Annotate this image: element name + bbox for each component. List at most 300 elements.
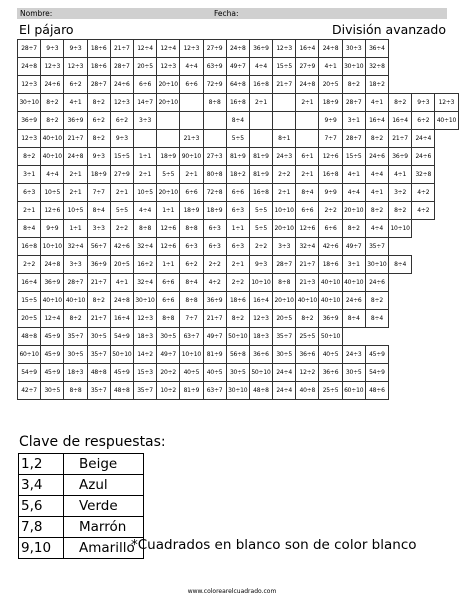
grid-cell: 4÷4: [180, 58, 203, 76]
grid-row: [18, 292, 459, 310]
grid-cell: 4÷4: [342, 184, 365, 202]
grid-cell: 25÷5: [319, 382, 342, 400]
grid-cell: 21÷3: [180, 130, 203, 148]
grid-cell: 2÷1: [226, 256, 249, 274]
key-row: [19, 454, 144, 475]
grid-cell: 10÷5: [41, 184, 64, 202]
grid-cell: 18÷6: [87, 58, 110, 76]
grid-cell: 10÷5: [64, 202, 87, 220]
key-color: Azul: [64, 475, 144, 496]
grid-cell: 28÷7: [110, 58, 133, 76]
grid-cell: 5÷5: [226, 130, 249, 148]
grid-row: [18, 76, 459, 94]
grid-cell: 24÷8: [18, 58, 41, 76]
grid-cell: 12÷3: [18, 76, 41, 94]
grid-cell: 40÷10: [41, 292, 64, 310]
grid-cell: 56÷7: [87, 238, 110, 256]
grid-cell: 9÷3: [249, 256, 272, 274]
grid-cell: 4÷1: [365, 94, 388, 112]
grid-cell: 12÷3: [157, 58, 180, 76]
grid-row: [18, 148, 459, 166]
grid-cell: 8÷4: [226, 112, 249, 130]
grid-cell: 48÷8: [249, 382, 272, 400]
answer-key-table: [18, 453, 144, 559]
grid-row: [18, 364, 459, 382]
grid-cell: 15÷5: [342, 148, 365, 166]
grid-cell: 8÷2: [342, 220, 365, 238]
grid-cell: 36÷4: [365, 40, 388, 58]
grid-cell: 28÷7: [87, 76, 110, 94]
grid-cell: 2÷1: [296, 166, 319, 184]
grid-cell: 24÷4: [273, 382, 296, 400]
key-row: [19, 538, 144, 559]
grid-cell: 16÷4: [18, 274, 41, 292]
grid-cell: 21÷3: [296, 274, 319, 292]
grid-cell: 4÷4: [133, 202, 156, 220]
grid-cell: [180, 112, 203, 130]
grid-cell: 21÷7: [87, 274, 110, 292]
grid-cell: 4÷4: [365, 166, 388, 184]
grid-cell: 20÷10: [157, 76, 180, 94]
grid-cell: 32÷8: [365, 58, 388, 76]
grid-cell: 24÷4: [412, 130, 435, 148]
grid-cell: [203, 112, 226, 130]
grid-cell: 48÷8: [110, 382, 133, 400]
grid-cell: 24÷6: [110, 76, 133, 94]
grid-cell: 24÷6: [412, 148, 435, 166]
grid-cell: 20÷5: [133, 58, 156, 76]
grid-cell: 12÷3: [41, 58, 64, 76]
grid-cell: 6÷2: [64, 76, 87, 94]
grid-cell: 2÷2: [110, 220, 133, 238]
grid-cell: 4÷4: [41, 166, 64, 184]
grid-cell: 24÷4: [273, 364, 296, 382]
key-color: Verde: [64, 496, 144, 517]
grid-cell: 32÷4: [64, 238, 87, 256]
grid-cell: 12÷6: [157, 220, 180, 238]
grid-cell: 32÷4: [133, 274, 156, 292]
grid-cell: 20÷5: [319, 76, 342, 94]
grid-row: [18, 202, 459, 220]
grid-cell: 25÷5: [296, 328, 319, 346]
grid-cell: 16÷4: [365, 112, 388, 130]
grid-cell: 50÷10: [249, 364, 272, 382]
grid-row: [18, 112, 459, 130]
grid-cell: 6÷2: [110, 112, 133, 130]
grid-cell: 21÷7: [87, 310, 110, 328]
grid-cell: 16÷2: [133, 256, 156, 274]
grid-cell: 36÷6: [296, 346, 319, 364]
grid-cell: 2÷1: [273, 184, 296, 202]
grid-cell: 8÷8: [157, 310, 180, 328]
grid-cell: 49÷7: [342, 238, 365, 256]
grid-cell: 35÷7: [273, 328, 296, 346]
grid-cell: 8÷2: [342, 76, 365, 94]
grid-cell: 16÷8: [249, 184, 272, 202]
grid-cell: [249, 130, 272, 148]
grid-cell: 8÷4: [296, 184, 319, 202]
grid-cell: 50÷10: [110, 346, 133, 364]
name-label: Nombre:: [20, 9, 53, 18]
grid-cell: 80÷8: [203, 166, 226, 184]
grid-row: [18, 166, 459, 184]
grid-cell: 8÷4: [18, 220, 41, 238]
grid-cell: 24÷3: [342, 346, 365, 364]
grid-cell: 49÷7: [157, 346, 180, 364]
grid-cell: 3÷1: [18, 166, 41, 184]
grid-cell: 24÷8: [110, 292, 133, 310]
grid-cell: 30÷10: [342, 58, 365, 76]
grid-cell: 6÷2: [412, 112, 435, 130]
grid-cell: 3÷3: [64, 256, 87, 274]
grid-cell: 21÷7: [273, 76, 296, 94]
grid-cell: 30÷10: [365, 256, 388, 274]
grid-cell: 42÷7: [18, 382, 41, 400]
grid-cell: 49÷7: [226, 58, 249, 76]
grid-cell: 1÷1: [64, 220, 87, 238]
grid-cell: 12÷3: [18, 130, 41, 148]
grid-cell: 2÷2: [203, 256, 226, 274]
grid-cell: 12÷3: [133, 310, 156, 328]
grid-cell: 50÷10: [319, 328, 342, 346]
grid-cell: [203, 130, 226, 148]
grid-cell: 36÷9: [64, 112, 87, 130]
grid-cell: 35÷7: [133, 382, 156, 400]
grid-cell: [157, 130, 180, 148]
grid-cell: 16÷8: [249, 76, 272, 94]
grid-cell: 3÷2: [389, 184, 412, 202]
grid-cell: 20÷10: [342, 202, 365, 220]
grid-cell: 6÷3: [203, 238, 226, 256]
grid-row: [18, 130, 459, 148]
grid-cell: 30÷5: [273, 346, 296, 364]
grid-cell: 2÷2: [249, 238, 272, 256]
grid-cell: 20÷10: [273, 220, 296, 238]
grid-cell: 2÷2: [226, 274, 249, 292]
key-numbers: 7,8: [19, 517, 64, 538]
grid-cell: 12÷3: [435, 94, 458, 112]
grid-cell: 30÷3: [342, 40, 365, 58]
grid-cell: 30÷5: [41, 382, 64, 400]
grid-cell: 36÷9: [203, 292, 226, 310]
grid-cell: 2÷1: [110, 184, 133, 202]
grid-cell: 60÷10: [18, 346, 41, 364]
grid-cell: 45÷9: [41, 364, 64, 382]
grid-cell: 12÷4: [157, 40, 180, 58]
grid-cell: 45÷9: [110, 364, 133, 382]
grid-cell: 40÷5: [319, 346, 342, 364]
grid-cell: 6÷6: [319, 220, 342, 238]
grid-cell: 12÷3: [180, 40, 203, 58]
grid-cell: [249, 112, 272, 130]
grid-cell: 8÷2: [226, 310, 249, 328]
grid-cell: 4÷1: [342, 166, 365, 184]
grid-cell: 48÷6: [365, 382, 388, 400]
grid-cell: 8÷4: [342, 310, 365, 328]
grid-cell: 2÷1: [64, 184, 87, 202]
grid-cell: 40÷8: [296, 382, 319, 400]
grid-cell: 64÷8: [226, 76, 249, 94]
grid-cell: 28÷7: [18, 40, 41, 58]
grid-cell: 40÷10: [319, 274, 342, 292]
grid-cell: 28÷7: [64, 274, 87, 292]
grid-cell: 8÷2: [365, 292, 388, 310]
grid-cell: 40÷10: [319, 292, 342, 310]
grid-cell: 16÷8: [226, 94, 249, 112]
grid-cell: 16÷4: [389, 112, 412, 130]
grid-cell: 5÷5: [110, 202, 133, 220]
grid-cell: 27÷9: [110, 166, 133, 184]
grid-cell: 2÷1: [18, 202, 41, 220]
grid-cell: 21÷7: [203, 310, 226, 328]
grid-cell: 8÷2: [64, 310, 87, 328]
grid-cell: 2÷1: [64, 166, 87, 184]
grid-cell: 42÷6: [110, 238, 133, 256]
grid-cell: 8÷2: [365, 130, 388, 148]
grid-cell: 14÷7: [133, 94, 156, 112]
key-numbers: 3,4: [19, 475, 64, 496]
grid-cell: [180, 94, 203, 112]
grid-cell: 63÷9: [203, 58, 226, 76]
grid-cell: 24÷6: [365, 148, 388, 166]
grid-cell: 36÷9: [249, 40, 272, 58]
grid-cell: 45÷9: [41, 346, 64, 364]
grid-cell: 6÷6: [133, 76, 156, 94]
grid-cell: 81÷9: [249, 148, 272, 166]
grid-cell: 90÷10: [180, 148, 203, 166]
grid-cell: 10÷10: [389, 220, 412, 238]
grid-cell: 40÷10: [435, 112, 458, 130]
grid-cell: 15÷5: [110, 148, 133, 166]
grid-cell: 28÷7: [273, 256, 296, 274]
grid-cell: 4÷1: [110, 274, 133, 292]
grid-cell: 54÷9: [18, 364, 41, 382]
grid-cell: 28÷7: [342, 130, 365, 148]
grid-cell: 40÷10: [41, 148, 64, 166]
grid-cell: 5÷5: [157, 166, 180, 184]
grid-cell: 18÷6: [87, 40, 110, 58]
grid-cell: [296, 130, 319, 148]
grid-cell: 9÷3: [110, 130, 133, 148]
grid-row: [18, 94, 459, 112]
grid-cell: 16÷4: [249, 292, 272, 310]
grid-cell: 4÷2: [203, 274, 226, 292]
grid-cell: 21÷7: [110, 40, 133, 58]
grid-cell: 27÷9: [203, 40, 226, 58]
grid-cell: 16÷4: [296, 40, 319, 58]
key-row: [19, 496, 144, 517]
grid-cell: [133, 130, 156, 148]
grid-cell: 5÷5: [249, 202, 272, 220]
grid-cell: 18÷9: [157, 148, 180, 166]
grid-cell: 8÷4: [180, 274, 203, 292]
grid-cell: 8÷2: [41, 94, 64, 112]
grid-cell: 40÷10: [41, 130, 64, 148]
grid-cell: 20÷10: [273, 292, 296, 310]
grid-cell: 1÷1: [133, 148, 156, 166]
grid-cell: 18÷6: [319, 256, 342, 274]
grid-cell: 6÷3: [180, 238, 203, 256]
grid-row: [18, 328, 459, 346]
key-row: [19, 517, 144, 538]
grid-cell: 27÷3: [203, 148, 226, 166]
grid-cell: 8÷4: [87, 202, 110, 220]
grid-cell: 18÷3: [249, 328, 272, 346]
grid-cell: 40÷10: [64, 292, 87, 310]
grid-cell: 18÷2: [365, 76, 388, 94]
grid-cell: 35÷7: [64, 328, 87, 346]
grid-cell: 9÷3: [412, 94, 435, 112]
grid-cell: 20÷5: [18, 310, 41, 328]
grid-cell: 7÷7: [87, 184, 110, 202]
key-numbers: 5,6: [19, 496, 64, 517]
grid-cell: 63÷7: [203, 382, 226, 400]
grid-cell: 3÷3: [87, 220, 110, 238]
grid-cell: 50÷10: [226, 328, 249, 346]
grid-cell: 6÷3: [203, 220, 226, 238]
grid-cell: 3÷3: [133, 112, 156, 130]
grid-cell: 35÷7: [87, 382, 110, 400]
grid-cell: 3÷3: [273, 238, 296, 256]
grid-cell: 81÷9: [180, 382, 203, 400]
grid-cell: 20÷2: [157, 364, 180, 382]
puzzle-grid: [17, 39, 459, 400]
grid-cell: 8÷8: [64, 382, 87, 400]
grid-cell: 30÷10: [133, 292, 156, 310]
grid-cell: 2÷2: [319, 202, 342, 220]
grid-cell: 42÷6: [319, 238, 342, 256]
grid-cell: 4÷2: [412, 184, 435, 202]
grid-row: [18, 256, 459, 274]
grid-cell: 8÷2: [18, 148, 41, 166]
grid-cell: 18÷9: [203, 202, 226, 220]
grid-cell: 3÷1: [342, 112, 365, 130]
grid-cell: 16÷8: [18, 238, 41, 256]
grid-cell: 2÷2: [18, 256, 41, 274]
grid-cell: 54÷9: [365, 364, 388, 382]
grid-cell: 6÷6: [157, 274, 180, 292]
grid-cell: 15÷5: [18, 292, 41, 310]
grid-cell: 24÷8: [64, 148, 87, 166]
grid-cell: 6÷2: [87, 112, 110, 130]
grid-cell: 6÷3: [226, 202, 249, 220]
grid-cell: 8÷2: [365, 202, 388, 220]
key-numbers: 9,10: [19, 538, 64, 559]
grid-cell: 20÷5: [110, 256, 133, 274]
grid-cell: 9÷3: [87, 148, 110, 166]
grid-cell: [273, 94, 296, 112]
website-footer: www.colorearelcuadrado.com: [187, 588, 277, 595]
grid-cell: 12÷3: [249, 310, 272, 328]
grid-cell: 2÷1: [296, 94, 319, 112]
grid-cell: 8÷2: [389, 202, 412, 220]
grid-cell: 81÷9: [226, 148, 249, 166]
grid-cell: 72÷9: [203, 76, 226, 94]
grid-cell: 1÷1: [157, 202, 180, 220]
grid-cell: 8÷8: [203, 94, 226, 112]
grid-cell: 10÷10: [249, 274, 272, 292]
grid-cell: 2÷1: [180, 166, 203, 184]
grid-cell: 3÷1: [342, 256, 365, 274]
grid-cell: 6÷1: [296, 148, 319, 166]
grid-cell: 21÷7: [296, 256, 319, 274]
grid-cell: 8÷4: [365, 310, 388, 328]
grid-cell: 48÷8: [87, 364, 110, 382]
worksheet-level: División avanzado: [332, 22, 446, 37]
grid-cell: 18÷3: [64, 364, 87, 382]
grid-cell: 12÷3: [273, 40, 296, 58]
grid-cell: 30÷5: [157, 328, 180, 346]
grid-cell: 30÷10: [18, 94, 41, 112]
grid-cell: 12÷3: [64, 58, 87, 76]
grid-cell: 4÷4: [249, 58, 272, 76]
grid-cell: 24÷8: [296, 76, 319, 94]
grid-cell: 1÷1: [226, 220, 249, 238]
grid-cell: [273, 112, 296, 130]
grid-cell: 2÷1: [133, 166, 156, 184]
grid-cell: 8÷2: [41, 112, 64, 130]
grid-cell: 10÷5: [133, 184, 156, 202]
grid-cell: 24÷6: [41, 76, 64, 94]
grid-cell: 20÷5: [273, 310, 296, 328]
grid-cell: 10÷10: [273, 202, 296, 220]
grid-cell: 5÷5: [249, 220, 272, 238]
grid-cell: 35÷7: [365, 238, 388, 256]
grid-cell: 16÷8: [319, 166, 342, 184]
grid-row: [18, 382, 459, 400]
blank-squares-note: *Cuadrados en blanco son de color blanco: [131, 537, 417, 553]
grid-cell: 21÷7: [389, 130, 412, 148]
grid-cell: 18÷6: [226, 292, 249, 310]
grid-cell: 36÷9: [18, 112, 41, 130]
grid-cell: 18÷2: [226, 166, 249, 184]
answer-key-title: Clave de respuestas:: [19, 434, 166, 450]
grid-cell: 8÷8: [133, 220, 156, 238]
grid-cell: 36÷6: [249, 346, 272, 364]
grid-cell: 12÷6: [41, 202, 64, 220]
key-color: Marrón: [64, 517, 144, 538]
grid-cell: 8÷8: [180, 220, 203, 238]
grid-cell: 20÷10: [157, 94, 180, 112]
grid-cell: 30÷10: [226, 382, 249, 400]
grid-cell: 15÷5: [273, 58, 296, 76]
grid-cell: [296, 112, 319, 130]
grid-cell: 36÷9: [319, 310, 342, 328]
grid-cell: 36÷6: [319, 364, 342, 382]
grid-cell: 24÷3: [273, 148, 296, 166]
grid-cell: 48÷8: [18, 328, 41, 346]
key-color: Beige: [64, 454, 144, 475]
grid-cell: 30÷5: [87, 328, 110, 346]
grid-cell: 35÷7: [87, 346, 110, 364]
grid-cell: 2÷1: [249, 94, 272, 112]
grid-cell: 18÷3: [133, 328, 156, 346]
grid-cell: 18÷9: [319, 94, 342, 112]
grid-cell: 24÷6: [365, 274, 388, 292]
grid-cell: 6÷6: [180, 76, 203, 94]
grid-row: [18, 58, 459, 76]
grid-cell: 30÷5: [64, 346, 87, 364]
grid-cell: 45÷9: [41, 328, 64, 346]
grid-cell: 60÷10: [342, 382, 365, 400]
grid-cell: 4÷1: [319, 58, 342, 76]
grid-row: [18, 346, 459, 364]
grid-cell: 32÷8: [412, 166, 435, 184]
grid-cell: 1÷1: [157, 256, 180, 274]
grid-cell: 8÷8: [180, 292, 203, 310]
grid-cell: 4÷1: [64, 94, 87, 112]
grid-cell: 8÷1: [273, 130, 296, 148]
